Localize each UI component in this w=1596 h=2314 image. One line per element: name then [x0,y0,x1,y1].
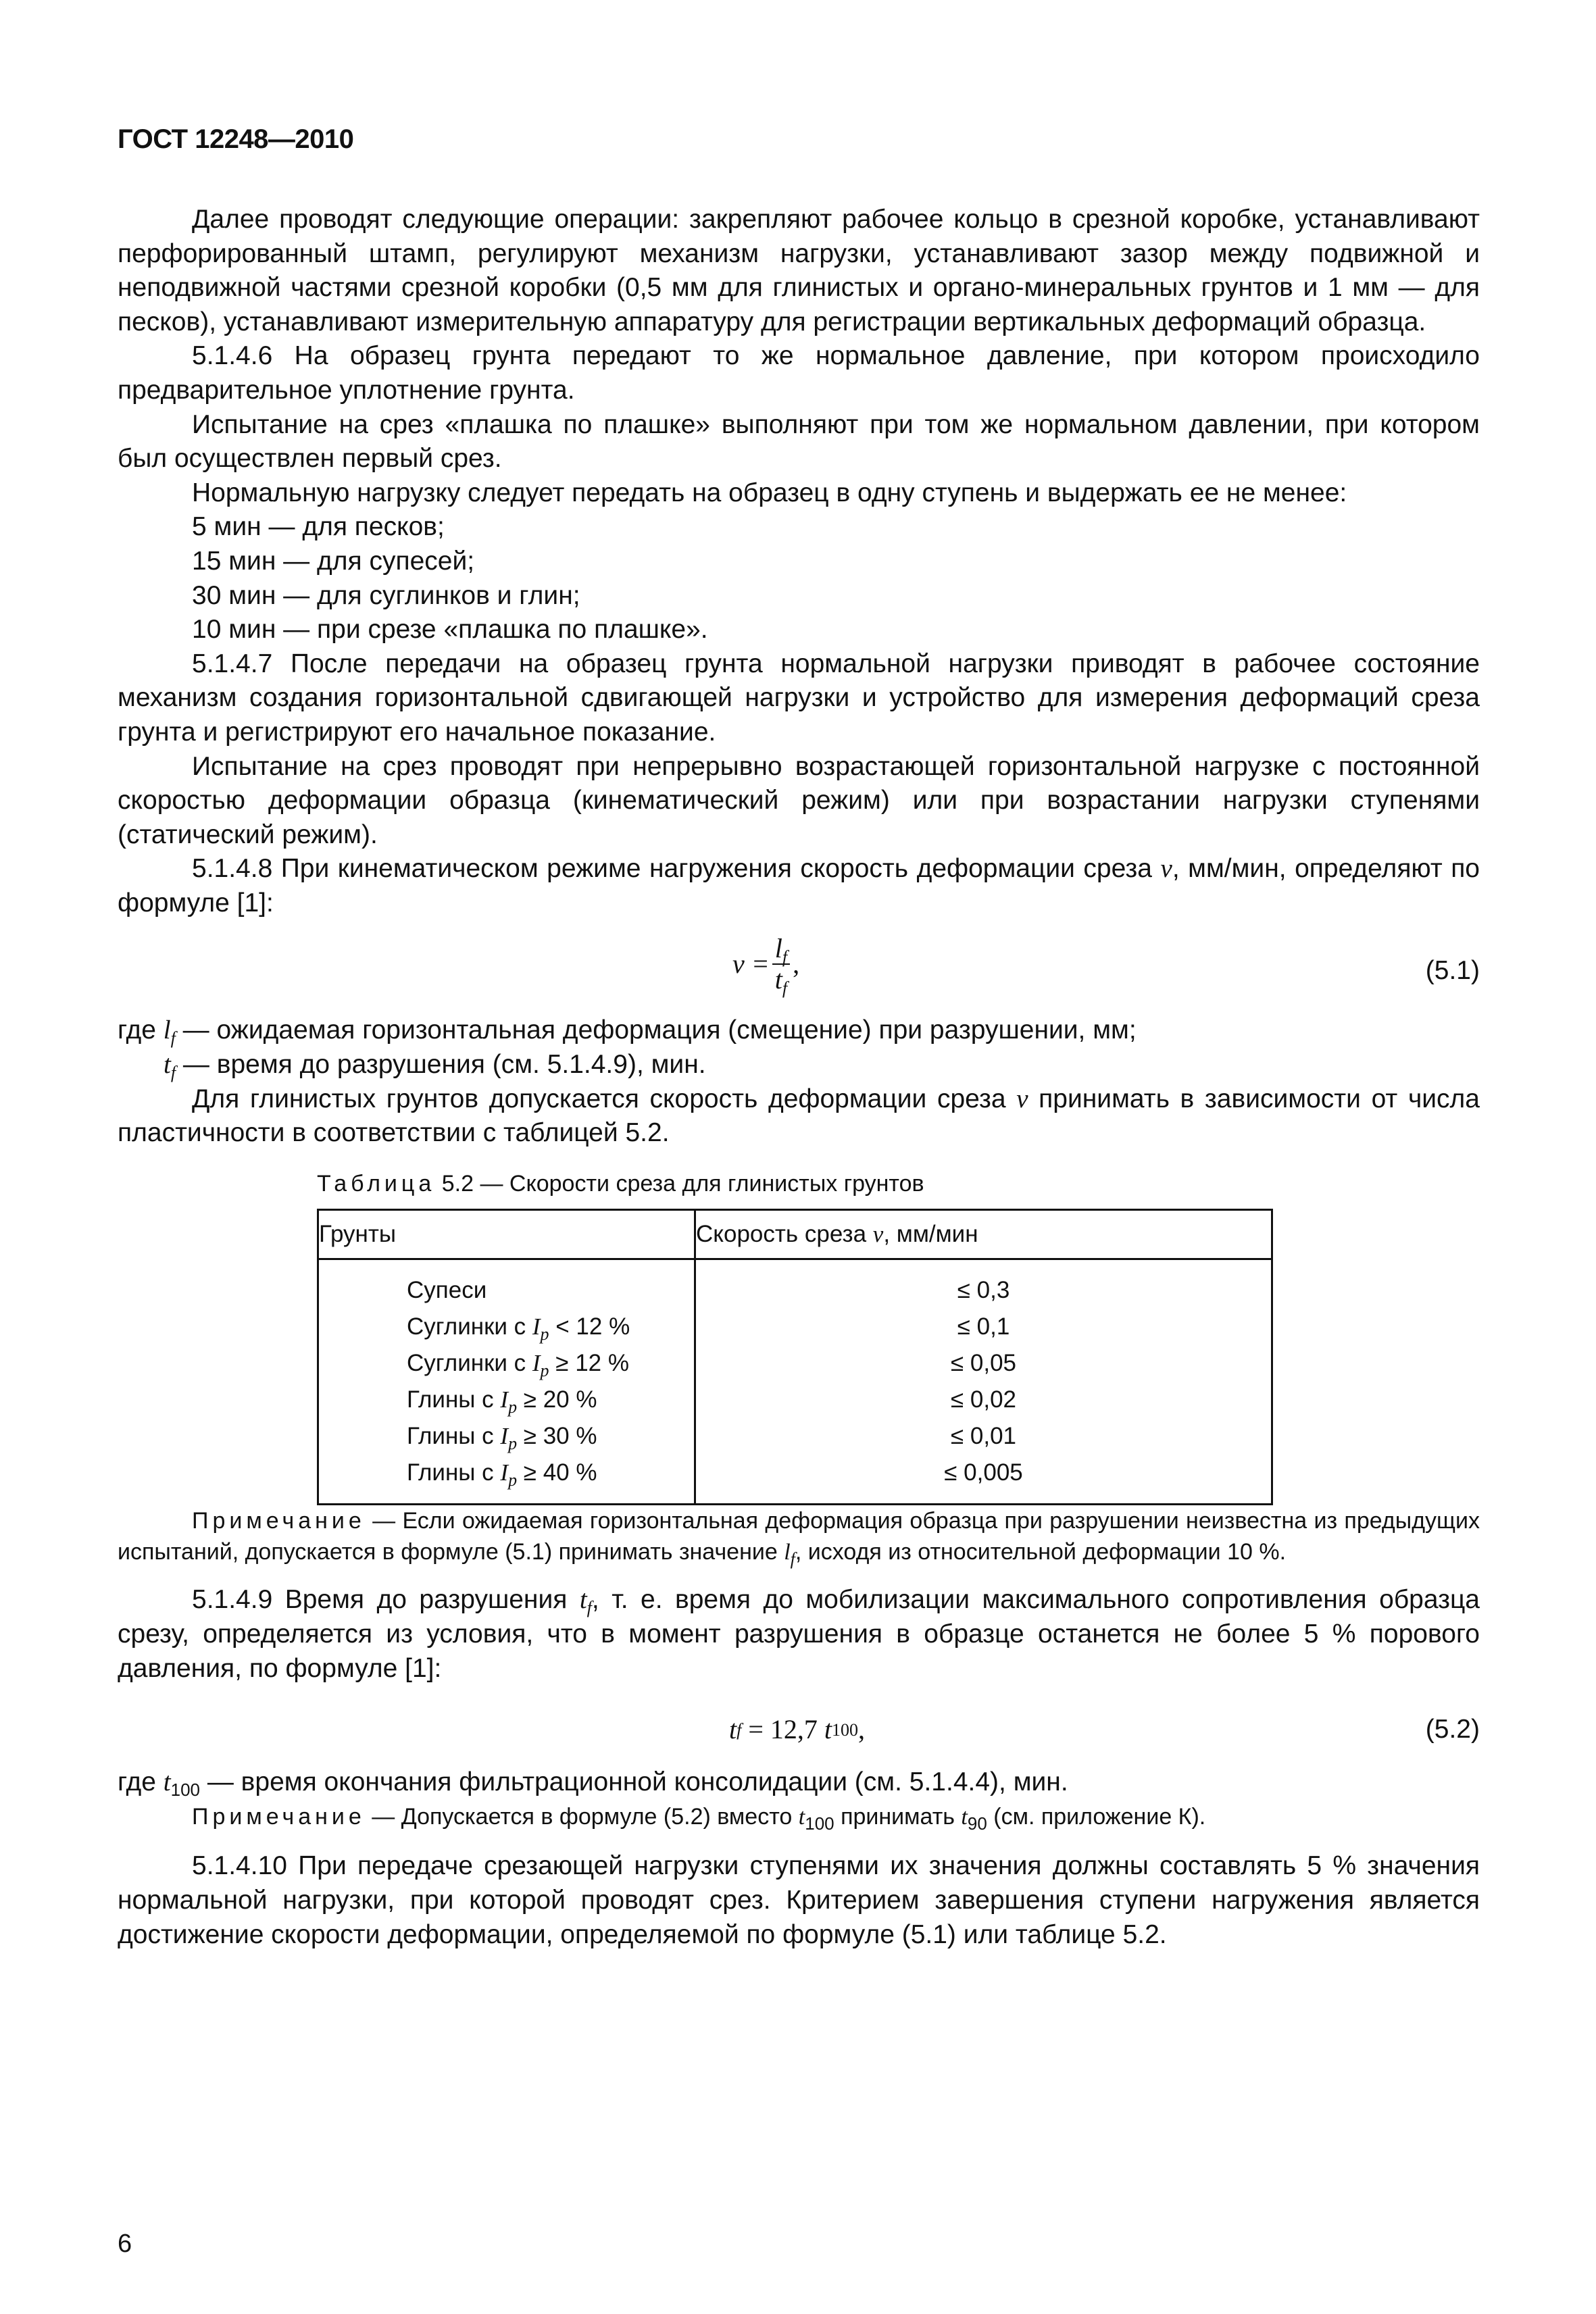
subscript: p [508,1434,518,1454]
subscript: 90 [967,1813,987,1834]
table-row [318,1418,1272,1455]
text: где [118,1767,164,1797]
paragraph: Испытание на срез «плашка по плашке» выполняют при том же нормальном давлении, при котором был осуществлен первый срез. [118,409,1480,474]
fraction [772,933,790,999]
subscript: f [790,1549,795,1569]
note [118,1800,1480,1835]
document-header: ГОСТ 12248—2010 [118,124,354,154]
table-row [318,1345,1272,1382]
text: Для глинистых грунтов допускается скорость деформации среза [192,1084,1017,1113]
symbol-t: t [164,1050,171,1080]
table-cell: ≤ 0,005 [695,1455,1272,1505]
formula-5-2 [118,1692,1480,1760]
text: , исходя из относительной деформации 10 %. [795,1539,1287,1565]
symbol-i: I [500,1423,509,1450]
table-cell [318,1309,695,1345]
denominator [772,964,790,999]
subscript: 100 [170,1780,200,1801]
table-cell: ≤ 0,1 [695,1309,1272,1345]
subscript: f [782,978,788,999]
text: — Если ожидаемая горизонтальная деформация образца при разрушении неизвестна из предыдущих испытаний, допускается в формуле (5.1) принимать значение [118,1508,1480,1565]
formula-tail: , [858,1714,866,1745]
text: , мм/мин [883,1221,978,1248]
table-cell [318,1345,695,1382]
symbol-v: v [1160,854,1172,884]
paragraph: 5.1.4.6 На образец грунта передают то же нормальное давление, при котором происходило предварительное уплотнение грунта. [118,341,1480,405]
text: — время до разрушения (см. 5.1.4.9), мин. [176,1050,706,1080]
column-header [695,1210,1272,1259]
text: ≥ 30 % [517,1423,597,1450]
note-label: Примечание [192,1803,366,1830]
subscript: p [540,1324,549,1344]
text: ≥ 40 % [517,1459,597,1486]
table-row [318,1382,1272,1418]
document-body [118,203,1480,1952]
symbol-i: I [500,1459,509,1486]
table-cell: ≤ 0,3 [695,1259,1272,1309]
text: ≥ 20 % [517,1386,597,1413]
shear-speed-table [317,1209,1273,1505]
list-item: 5 мин — для песков; [192,512,445,542]
note-label: Примечание [192,1508,366,1534]
text: Скорость среза [696,1221,873,1248]
symbol-l: l [163,1015,171,1045]
symbol-l: l [784,1540,791,1565]
subscript: p [508,1397,518,1417]
formula-expression: t f = 12,7 t 100 , [729,1713,865,1747]
text: Глины с [407,1386,501,1413]
equation-number: (5.2) [1425,1715,1480,1744]
table-header-row [318,1210,1272,1259]
page-number: 6 [118,2230,132,2258]
equation-number: (5.1) [1425,956,1480,986]
subscript: f [170,1028,176,1049]
table-caption-text: 5.2 — Скорости среза для глинистых грунтов [435,1170,924,1197]
paragraph: 5.1.4.10 При передаче срезающей нагрузки ступенями их значения должны составлять 5 % значения нормальной нагрузки, при которой проводят срез. Критерием завершения ступени нагружения является достижение скорости деформации, определяемой по формуле (5.1) или таблице 5.2. [118,1851,1480,1949]
paragraph: Далее проводят следующие операции: закрепляют рабочее кольцо в срезной коробке, устанавливают перфорированный штамп, регулируют механизм нагрузки, устанавливают зазор между подвижной и неподвижной частями срезной коробки (0,5 мм для глинистых и органо-минеральных грунтов и 1 мм — для песков), устанавливают измерительную аппаратуру для регистрации вертикальных деформаций образца. [118,205,1480,336]
subscript: 100 [805,1813,834,1834]
symbol-t: t [798,1804,805,1830]
formula-tail: , [793,949,800,980]
table-row [318,1455,1272,1505]
symbol-i: I [532,1313,541,1340]
paragraph: 5.1.4.7 После передачи на образец грунта нормальной нагрузки приводят в рабочее состояние механизм создания горизонтальной сдвигающей нагрузки и устройство для измерения деформаций среза грунта и регистрируют его начальное показание. [118,649,1480,747]
list-item: 10 мин — при срезе «плашка по плашке». [192,615,708,645]
table-cell: Супеси [318,1259,695,1309]
where-line [118,1048,1480,1082]
text: , т. е. время до мобилизации максимального сопротивления образца срезу, определяется из условия, что в момент разрушения в образце останется не более 5 % порового давления, по формуле [1]: [118,1585,1480,1683]
table-cell: ≤ 0,05 [695,1345,1272,1382]
table-row [318,1309,1272,1345]
where-line [118,1013,1480,1048]
table-row [318,1259,1272,1309]
text: принимать [834,1803,962,1830]
formula-text: = 12,7 [741,1714,824,1745]
list-item: 30 мин — для суглинков и глин; [192,580,580,610]
list-item: 15 мин — для супесей; [192,546,475,576]
text: — Допускается в формуле (5.2) вместо [365,1803,799,1830]
symbol-i: I [532,1350,541,1377]
subscript: f [170,1063,176,1083]
table-caption [317,1167,1480,1201]
table-cell: ≤ 0,02 [695,1382,1272,1418]
column-header: Грунты [318,1210,695,1259]
text: (см. приложение К). [987,1803,1206,1830]
text: Суглинки с [407,1313,532,1340]
table-caption-label: Таблица [317,1170,436,1197]
paragraph [118,1082,1480,1151]
subscript: f [782,947,788,967]
text: , мм/мин, определяют по формуле [1]: [118,854,1480,917]
text: 5.1.4.9 Время до разрушения [192,1585,580,1615]
text: < 12 % [549,1313,630,1340]
paragraph: Нормальную нагрузку следует передать на образец в одну ступень и выдержать ее не менее: [192,478,1347,507]
text: где [118,1015,164,1045]
symbol-v: v [872,1221,884,1248]
text: ≥ 12 % [549,1350,629,1377]
subscript: p [540,1361,549,1381]
table-cell [318,1418,695,1455]
symbol-i: I [500,1386,509,1413]
symbol-l: l [774,933,782,964]
symbol-v: v [1016,1084,1028,1113]
note [118,1505,1480,1568]
formula-expression [732,933,800,999]
where-line [118,1765,1480,1800]
paragraph [118,852,1480,920]
symbol-t: t [729,1714,737,1745]
symbol-t: t [774,964,782,995]
text: Суглинки с [407,1350,532,1377]
paragraph: Испытание на срез проводят при непрерывно возрастающей горизонтальной нагрузке с постоянной скоростью деформации образца (кинематический режим) или при возрастании нагрузки ступенями (статический режим). [118,751,1480,849]
text: Глины с [407,1459,501,1486]
table-cell [318,1455,695,1505]
subscript: p [508,1470,518,1490]
formula-5-1 [118,927,1480,1008]
subscript: f [587,1598,592,1618]
text: Глины с [407,1423,501,1450]
text: — ожидаемая горизонтальная деформация (смещение) при разрушении, мм; [175,1015,1137,1045]
text: принимать в зависимости от числа пластичности в соответствии с таблицей 5.2. [118,1084,1480,1148]
paragraph [118,1583,1480,1686]
text: 5.1.4.8 При кинематическом режиме нагружения скорость деформации среза [192,854,1161,884]
symbol-t: t [961,1804,968,1830]
table-cell: ≤ 0,01 [695,1418,1272,1455]
text: — время окончания фильтрационной консолидации (см. 5.1.4.4), мин. [200,1767,1068,1797]
numerator [772,934,790,965]
table-cell [318,1382,695,1418]
symbol-t: t [163,1767,171,1797]
symbol-t: t [579,1585,587,1615]
symbol-t: t [824,1714,832,1745]
formula-lhs: v = [732,949,770,980]
